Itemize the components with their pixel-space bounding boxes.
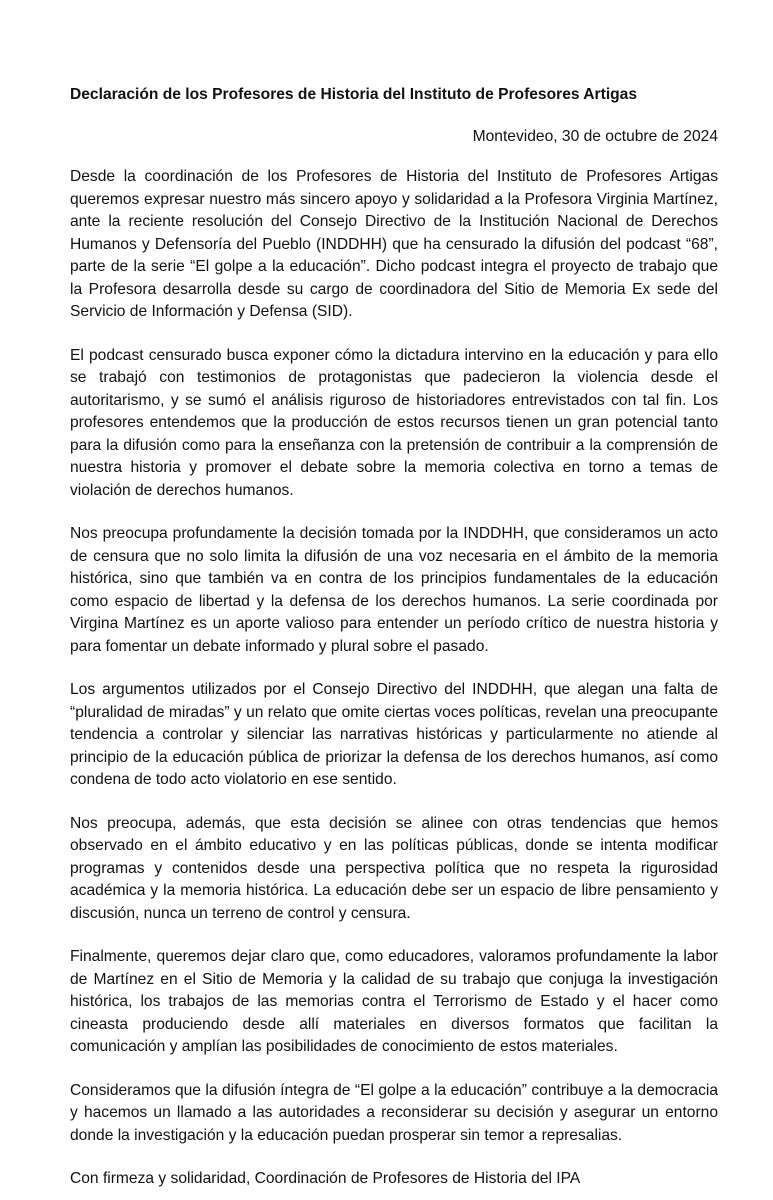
paragraph-2: El podcast censurado busca exponer cómo la dictadura intervino en la educación y para ello se trabajó con testimonios de protagonistas que padecieron la violencia desde el autoritarismo, y se sumó el análisis riguroso de historiadores entrevistados con tal fin. Los profesores entendemos que la producción de estos recursos tienen un gran potencial tanto para la difusión como para la enseñanza con la pretensión de contribuir a la comprensión de nuestra historia y promover el debate sobre la memoria colectiva en torno a temas de violación de derechos humanos. [70,346,718,499]
paragraph-6: Finalmente, queremos dejar claro que, como educadores, valoramos profundamente la labor de Martínez en el Sitio de Memoria y la calidad de su trabajo que conjuga la investigación histórica, los trabajos de las memorias contra el Terrorismo de Estado y el hacer como cineasta produciendo desde allí materiales en diversos formatos que facilitan la comunicación y amplían las posibilidades de conocimiento de estos materiales. [70,948,718,1055]
paragraph-4: Los argumentos utilizados por el Consejo Directivo del INDDHH, que alegan una falta de “pluralidad de miradas” y un relato que omite ciertas voces políticas, revelan una preocupante tendencia a controlar y silenciar las narrativas históricas y particularmente no atiende al principio de la educación pública de priorizar la defensa de los derechos humanos, así como condena de todo acto violatorio en ese sentido. [70,681,718,788]
paragraph-7: Consideramos que la difusión íntegra de “El golpe a la educación” contribuye a la democracia y hacemos un llamado a las autoridades a reconsiderar su decisión y asegurar un entorno donde la investigación y la educación puedan prosperar sin temor a represalias. [70,1081,718,1144]
paragraph-5: Nos preocupa, además, que esta decisión se alinee con otras tendencias que hemos observado en el ámbito educativo y en las políticas públicas, donde se intenta modificar programas y contenidos desde una perspectiva política que no respeta la rigurosidad académica y la memoria histórica. La educación debe ser un espacio de libre pensamiento y discusión, nunca un terreno de control y censura. [70,814,718,922]
closing-signature: Con firmeza y solidaridad, Coordinación de Profesores de Historia del IPA [70,1170,581,1187]
document-title: Declaración de los Profesores de Historia del Instituto de Profesores Artigas [70,86,638,103]
paragraph-3: Nos preocupa profundamente la decisión tomada por la INDDHH, que consideramos un acto de censura que no solo limita la difusión de una voz necesaria en el ámbito de la memoria histórica, sino que también va en contra de los principios fundamentales de la educación como espacio de libertad y la defensa de los derechos humanos. La serie coordinada por Virgina Martínez es un aporte valioso para entender un período crítico de nuestra historia y para fomentar un debate informado y plural sobre el pasado. [70,525,718,655]
paragraph-1: Desde la coordinación de los Profesores de Historia del Instituto de Profesores Artigas queremos expresar nuestro más sincero apoyo y solidaridad a la Profesora Virginia Martínez, ante la reciente resolución del Consejo Directivo de la Institución Nacional de Derechos Humanos y Defensoría del Pueblo (INDDHH) que ha censurado la difusión del podcast “68”, parte de la serie “El golpe a la educación”. Dicho podcast integra el proyecto de trabajo que la Profesora desarrolla desde su cargo de coordinadora del Sitio de Memoria Ex sede del Servicio de Información y Defensa (SID). [70,168,718,320]
place-date: Montevideo, 30 de octubre de 2024 [472,128,718,145]
document-page [70,84,718,1191]
